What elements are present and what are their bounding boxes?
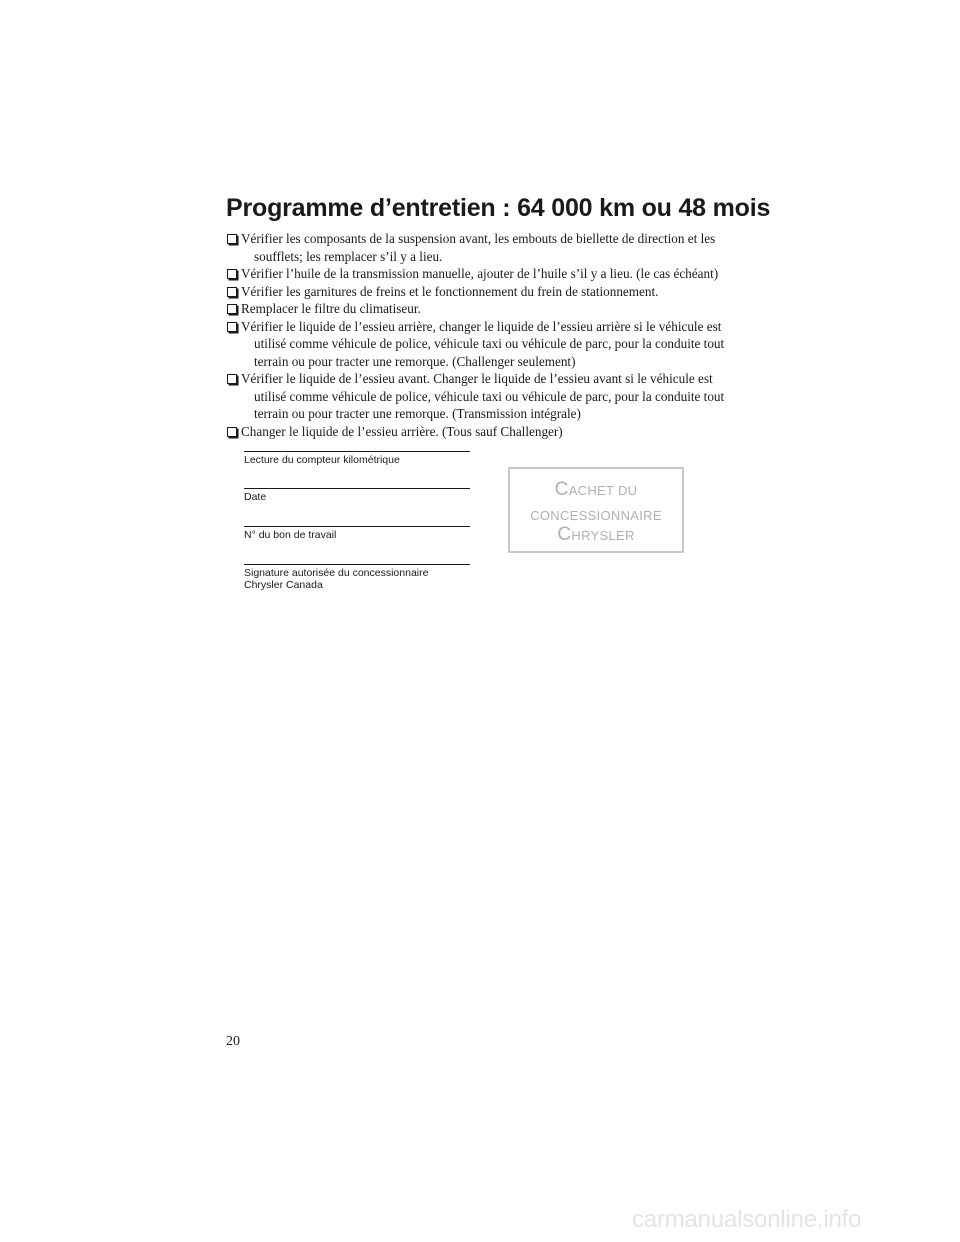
signature-field[interactable] (244, 564, 470, 591)
maintenance-checklist (226, 230, 726, 440)
stamp-line-3-rest: HRYSLER (571, 528, 635, 543)
date-field[interactable] (244, 488, 470, 504)
stamp-line-2: CONCESSIONNAIRE (530, 508, 662, 523)
stamp-line-1 (510, 479, 682, 501)
checklist-item (226, 230, 726, 265)
checklist-item (226, 318, 726, 371)
work-order-field[interactable] (244, 526, 470, 542)
stamp-line-3 (510, 524, 682, 546)
checklist-item (226, 265, 726, 283)
checklist-item-text: Vérifier l’huile de la transmission manuelle, ajouter de l’huile s’il y a lieu. (le cas échéant) (241, 266, 719, 281)
date-label: Date (244, 491, 267, 503)
checklist-item (226, 370, 726, 423)
checkbox-icon[interactable] (227, 427, 237, 437)
signature-label-line1: Signature autorisée du concessionnaire (244, 567, 429, 579)
checkbox-icon[interactable] (227, 234, 237, 244)
checkbox-icon[interactable] (227, 304, 237, 314)
checklist-item (226, 423, 726, 441)
stamp-line-1-rest: ACHET DU (568, 483, 638, 498)
odometer-label: Lecture du compteur kilométrique (244, 454, 400, 466)
odometer-field[interactable] (244, 451, 470, 467)
checkbox-icon[interactable] (227, 287, 237, 297)
checklist-item-text: Vérifier les garnitures de freins et le fonctionnement du frein de stationnement. (241, 283, 659, 299)
checkbox-icon[interactable] (227, 269, 237, 279)
checkbox-icon[interactable] (227, 322, 237, 332)
stamp-line-3-cap: C (557, 524, 572, 545)
checklist-item-text: Vérifier le liquide de l’essieu avant. Changer le liquide de l’essieu avant si le véhicule est utilisé comme véhicule de police, véhicule taxi ou véhicule de parc, pour la conduite tout terrain ou pour tracter une remorque. (Transmission intégrale) (241, 371, 725, 421)
signature-label-line2: Chrysler Canada (244, 578, 323, 591)
checklist-item (226, 283, 726, 301)
checklist-item-text: Vérifier le liquide de l’essieu arrière, changer le liquide de l’essieu arrière si le véhicule est utilisé comme véhicule de police, véhicule taxi ou véhicule de parc, pour la conduite tout terrain ou pour tracter une remorque. (Challenger seulement) (241, 318, 725, 369)
checklist-item-text: Vérifier les composants de la suspension avant, les embouts de biellette de direction et les soufflets; les remplacer s’il y a lieu. (241, 231, 716, 264)
page-title: Programme d’entretien : 64 000 km ou 48 mois (226, 194, 771, 222)
checkbox-icon[interactable] (227, 374, 237, 384)
watermark-text: carmanualsonline.info (632, 1206, 862, 1233)
checklist-item-text: Changer le liquide de l’essieu arrière. (Tous sauf Challenger) (241, 423, 563, 439)
dealer-stamp-box (508, 467, 684, 553)
stamp-line-1-cap: C (554, 479, 569, 500)
work-order-label: N° du bon de travail (244, 529, 337, 541)
page-number: 20 (226, 1034, 240, 1049)
checklist-item (226, 300, 726, 318)
checklist-item-text: Remplacer le filtre du climatiseur. (241, 301, 421, 316)
